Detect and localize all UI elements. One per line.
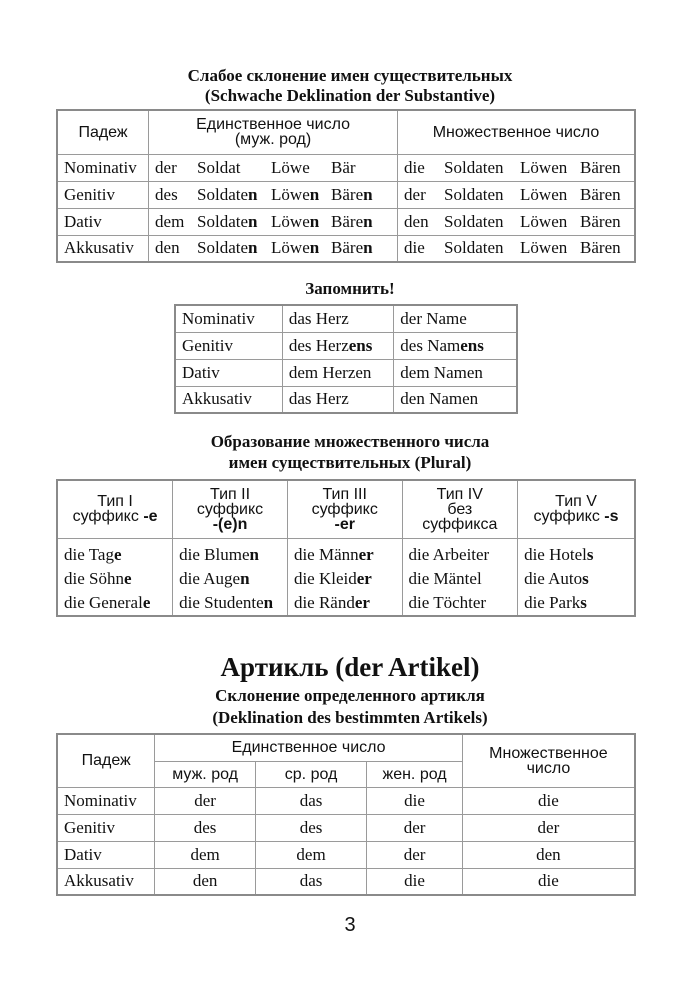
- header-singular: [149, 110, 398, 154]
- ending: n: [363, 184, 373, 204]
- table-row: [57, 181, 635, 208]
- noun: Bären: [580, 184, 621, 204]
- ending: n: [248, 184, 258, 204]
- masculine-cell: dem: [155, 841, 256, 868]
- feminine-cell: die: [367, 868, 463, 895]
- plural-cell: der: [462, 814, 635, 841]
- case-cell: Nominativ: [57, 787, 155, 814]
- suffix: -s: [604, 508, 619, 526]
- type-5-examples: [518, 538, 635, 616]
- header-masculine: муж. род: [155, 761, 256, 787]
- neuter-cell: des: [255, 814, 366, 841]
- noun: Bäre: [331, 184, 364, 204]
- noun: der Name: [400, 308, 467, 328]
- feminine-cell: die: [367, 787, 463, 814]
- page-number: 3: [344, 914, 356, 936]
- header-case: Падеж: [57, 110, 149, 154]
- case-cell: Akkusativ: [57, 235, 149, 262]
- example: die Töchter: [408, 592, 487, 612]
- header-plural: [462, 734, 635, 787]
- masculine-cell: den: [155, 868, 256, 895]
- article: der: [155, 157, 177, 177]
- masculine-cell: [394, 305, 517, 332]
- ending: n: [248, 238, 258, 258]
- plural-table: [56, 479, 636, 617]
- ending: n: [248, 211, 258, 231]
- type-4-examples: [402, 538, 518, 616]
- neuter-cell: dem: [255, 841, 366, 868]
- neuter-cell: das: [255, 787, 366, 814]
- neuter-cell: [282, 332, 393, 359]
- noun: Soldat: [197, 157, 241, 177]
- article-title: Артикль (der Artikel): [220, 652, 480, 682]
- noun: Löwe: [271, 211, 310, 231]
- header-singular: Единственное число: [155, 734, 462, 761]
- ending: n: [363, 238, 373, 258]
- table-row: [175, 305, 517, 332]
- header-singular-line2: (муж. род): [234, 131, 312, 149]
- header-type-3: [287, 480, 402, 538]
- table-row: [57, 868, 635, 895]
- header-plural: Множественное число: [398, 110, 635, 154]
- noun: den Namen: [400, 389, 479, 409]
- noun: Löwe: [271, 238, 310, 258]
- article: die: [404, 157, 425, 177]
- plural-cell: [398, 208, 635, 235]
- table-row: [57, 538, 635, 616]
- type-label: суффикс: [196, 500, 264, 518]
- noun: Bären: [580, 157, 621, 177]
- table-row: [57, 814, 635, 841]
- plural-cell: [398, 181, 635, 208]
- type-label: Тип II: [210, 485, 251, 503]
- noun: Bäre: [331, 211, 364, 231]
- ending: n: [309, 211, 320, 231]
- case-cell: Akkusativ: [175, 386, 282, 413]
- type-label: суффикс: [533, 508, 600, 526]
- masculine-cell: [394, 332, 517, 359]
- table-row: [175, 386, 517, 413]
- type-label: Тип V: [555, 493, 597, 511]
- suffix: -(e)n: [212, 515, 248, 533]
- header-plural-line2: число: [526, 759, 571, 777]
- noun: des Nam: [400, 335, 461, 355]
- example: die Tage: [64, 544, 122, 564]
- noun: Löwe: [271, 184, 310, 204]
- header-feminine: жен. род: [367, 761, 463, 787]
- type-3-examples: [287, 538, 402, 616]
- table-header-row: [57, 110, 635, 154]
- article: die: [404, 238, 425, 258]
- singular-cell: [149, 208, 398, 235]
- header-type-1: [57, 480, 173, 538]
- noun: Bär: [331, 157, 356, 177]
- example: die Blumen: [179, 544, 259, 564]
- header-neuter: ср. род: [255, 761, 366, 787]
- table-row: [57, 841, 635, 868]
- table-row: [57, 235, 635, 262]
- example: die Mäntel: [408, 568, 482, 588]
- ending: n: [309, 238, 320, 258]
- neuter-cell: [282, 386, 393, 413]
- noun: Bären: [580, 211, 621, 231]
- plural-cell: den: [462, 841, 635, 868]
- example: die Männer: [293, 544, 374, 564]
- example: die Söhne: [64, 568, 132, 588]
- weak-declension-subtitle: (Schwache Deklination der Substantive): [204, 86, 496, 105]
- example: die Autos: [524, 568, 589, 588]
- example: die Generale: [64, 592, 151, 612]
- masculine-cell: [394, 359, 517, 386]
- table-header-row: [57, 734, 635, 761]
- noun: Soldate: [197, 238, 249, 258]
- table-row: [175, 332, 517, 359]
- article: den: [155, 238, 180, 258]
- ending: n: [363, 211, 373, 231]
- neuter-cell: [282, 359, 393, 386]
- case-cell: Nominativ: [175, 305, 282, 332]
- noun: Soldaten: [444, 157, 504, 177]
- header-case: Падеж: [57, 734, 155, 787]
- noun: Löwen: [520, 211, 568, 231]
- noun: Soldate: [197, 184, 249, 204]
- example: die Augen: [179, 568, 250, 588]
- noun: Soldaten: [444, 238, 504, 258]
- case-cell: Dativ: [57, 841, 155, 868]
- suffix: -er: [334, 515, 355, 533]
- neuter-cell: das: [255, 868, 366, 895]
- article: des: [155, 184, 178, 204]
- header-type-2: [173, 480, 288, 538]
- noun: das Herz: [288, 308, 349, 328]
- plural-cell: [398, 154, 635, 181]
- plural-cell: [398, 235, 635, 262]
- weak-declension-title: Слабое склонение имен существительных: [187, 66, 513, 85]
- example: die Hotels: [524, 544, 594, 564]
- example: die Studenten: [179, 592, 274, 612]
- header-type-4: [402, 480, 518, 538]
- feminine-cell: der: [367, 814, 463, 841]
- header-plural-line1: Множественное: [489, 744, 608, 762]
- type-label: суффикса: [422, 515, 498, 533]
- noun: Bäre: [331, 238, 364, 258]
- noun: das Herz: [288, 389, 349, 409]
- article: der: [404, 184, 426, 204]
- article: dem: [155, 211, 185, 231]
- case-cell: Dativ: [175, 359, 282, 386]
- neuter-cell: [282, 305, 393, 332]
- ending: ens: [348, 335, 373, 355]
- singular-cell: [149, 235, 398, 262]
- remember-title: Запомнить!: [305, 279, 395, 298]
- masculine-cell: des: [155, 814, 256, 841]
- noun: Löwen: [520, 184, 568, 204]
- table-row: [57, 154, 635, 181]
- case-cell: Genitiv: [175, 332, 282, 359]
- type-label: суффикс: [311, 500, 378, 518]
- plural-subtitle: имен существительных (Plural): [228, 453, 472, 472]
- example: die Arbeiter: [408, 544, 490, 564]
- noun: dem Herzen: [288, 362, 372, 382]
- masculine-cell: [394, 386, 517, 413]
- table-row: [175, 359, 517, 386]
- noun: Bären: [580, 238, 621, 258]
- plural-title: Образование множественного числа: [210, 432, 490, 451]
- weak-declension-table: [56, 109, 636, 263]
- masculine-cell: der: [155, 787, 256, 814]
- table-row: [57, 787, 635, 814]
- suffix: -e: [143, 508, 158, 526]
- plural-cell: die: [462, 787, 635, 814]
- article-subtitle-german: (Deklination des bestimmten Artikels): [212, 708, 488, 727]
- noun: Soldate: [197, 211, 249, 231]
- case-cell: Nominativ: [57, 154, 149, 181]
- noun: Löwen: [520, 157, 568, 177]
- noun: Soldaten: [444, 211, 504, 231]
- article: den: [404, 211, 429, 231]
- type-label: Тип I: [97, 493, 133, 511]
- example: die Kleider: [293, 568, 372, 588]
- example: die Ränder: [293, 592, 370, 612]
- header-singular-line1: Единственное число: [196, 116, 350, 134]
- case-cell: Dativ: [57, 208, 149, 235]
- noun: des Herz: [288, 335, 349, 355]
- table-header-row: [57, 480, 635, 538]
- noun: dem Namen: [400, 362, 483, 382]
- article-declension-table: [56, 733, 636, 896]
- ending: ens: [460, 335, 484, 355]
- ending: n: [309, 184, 320, 204]
- article-subtitle: Склонение определенного артикля: [215, 686, 485, 705]
- case-cell: Genitiv: [57, 814, 155, 841]
- case-cell: Genitiv: [57, 181, 149, 208]
- header-type-5: [518, 480, 635, 538]
- table-row: [57, 208, 635, 235]
- plural-cell: die: [462, 868, 635, 895]
- remember-table: [174, 304, 518, 414]
- type-label: суффикс: [72, 508, 139, 526]
- type-1-examples: [57, 538, 173, 616]
- type-label: Тип III: [322, 485, 367, 503]
- type-2-examples: [173, 538, 288, 616]
- case-cell: Akkusativ: [57, 868, 155, 895]
- singular-cell: [149, 181, 398, 208]
- example: die Parks: [524, 592, 587, 612]
- noun: Soldaten: [444, 184, 504, 204]
- type-label: без: [447, 500, 473, 518]
- noun: Löwe: [271, 157, 310, 177]
- feminine-cell: der: [367, 841, 463, 868]
- singular-cell: [149, 154, 398, 181]
- type-label: Тип IV: [436, 485, 483, 503]
- noun: Löwen: [520, 238, 568, 258]
